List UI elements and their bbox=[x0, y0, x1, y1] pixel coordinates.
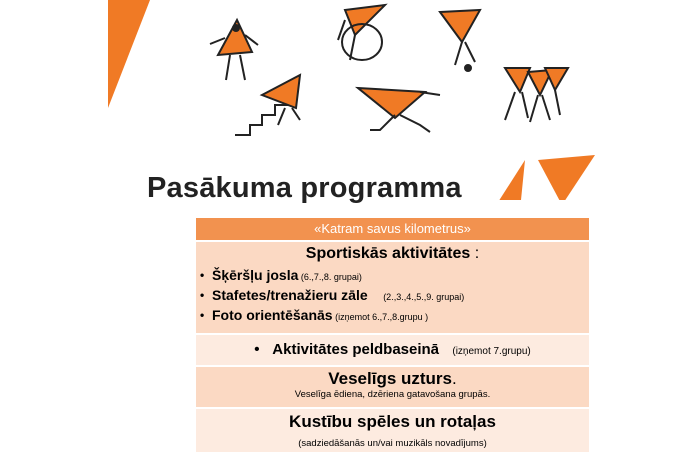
figure-kicker bbox=[440, 10, 480, 71]
page-title: Pasākuma programma bbox=[147, 172, 462, 204]
games-section bbox=[196, 407, 589, 452]
figure-dancer bbox=[210, 20, 258, 80]
bullet-icon: • bbox=[200, 268, 205, 282]
sports-item: • Stafetes/trenažieru zāle (2.,3.,4.,5.,9. grupai) bbox=[200, 287, 465, 303]
figure-stairs bbox=[235, 75, 300, 135]
figure-group bbox=[505, 68, 568, 122]
header-illustration bbox=[0, 0, 700, 200]
sports-item: • Foto orientēšanās (izņemot 6.,7.,8.grupu ) bbox=[200, 307, 429, 323]
health-section bbox=[196, 365, 589, 407]
pool-section: • Aktivitātes peldbaseinā (izņemot 7.grupu) bbox=[196, 333, 589, 365]
program-table bbox=[196, 218, 589, 452]
games-note: (sadziedāšanās un/vai muzikāls novadījums) bbox=[298, 438, 487, 449]
bullet-icon: • bbox=[254, 341, 268, 358]
health-note: Veselīga ēdiena, dzēriena gatavošana grupās. bbox=[294, 389, 491, 400]
bullet-icon: • bbox=[200, 288, 205, 302]
orange-arrow-2 bbox=[538, 155, 595, 200]
figure-runner bbox=[358, 88, 440, 132]
bullet-icon: • bbox=[200, 308, 205, 322]
health-title: Veselīgs uzturs. bbox=[328, 369, 457, 388]
orange-arrow-1 bbox=[493, 160, 525, 200]
sports-title: Sportiskās aktivitātes : bbox=[305, 245, 480, 262]
program-header: «Katram savus kilometrus» bbox=[196, 218, 589, 240]
games-title: Kustību spēles un rotaļas bbox=[289, 412, 496, 431]
sports-section bbox=[196, 240, 589, 333]
orange-wedge-left bbox=[108, 0, 150, 108]
figure-jumper bbox=[338, 5, 385, 60]
sports-item: • Šķēršļu josla (6.,7.,8. grupai) bbox=[200, 267, 362, 283]
